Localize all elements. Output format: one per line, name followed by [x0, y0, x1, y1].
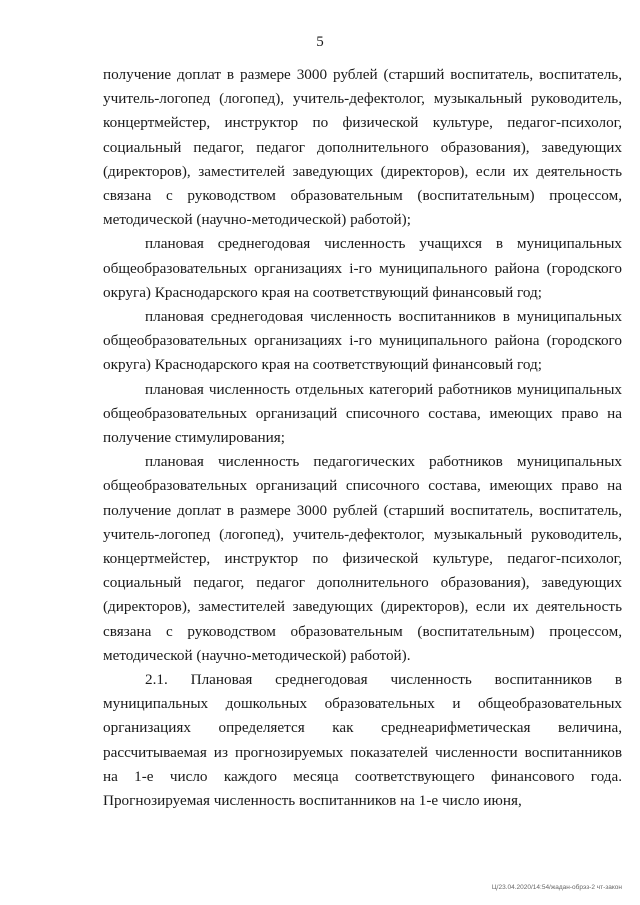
footer-stamp: Ц/23.04.2020/14:54/жадан-обрэз-2 чт-закон	[491, 884, 622, 891]
paragraph: плановая численность педагогических работников муниципальных общеобразовательных организаций списочного состава, имеющих право на получение доплат в размере 3000 рублей (старший воспитатель, воспитатель, учитель-логопед (логопед), учитель-дефектолог, музыкальный руководитель, концертмейстер, инструктор по физической культуре, педагог-психолог, социальный педагог, педагог дополнительного образования), заведующих (директоров), заместителей заведующих (директоров), если их деятельность связана с руководством образовательным (воспитательным) процессом, методической (научно-методической) работой).	[103, 453, 622, 664]
page-number: 5	[316, 34, 324, 50]
paragraph: плановая среднегодовая численность учащихся в муниципальных общеобразовательных организациях i-го муниципального района (городского округа) Краснодарского края на соответствующий финансовый год;	[103, 235, 622, 301]
paragraph: плановая численность отдельных категорий работников муниципальных общеобразовательных организаций списочного состава, имеющих право на получение стимулирования;	[103, 380, 622, 447]
paragraph: получение доплат в размере 3000 рублей (старший воспитатель, воспитатель, учитель-логопед (логопед), учитель-дефектолог, музыкальный руководитель, концертмейстер, инструктор по физической культуре, педагог-психолог, социальный педагог, педагог дополнительного образования), заведующих (директоров), заместителей заведующих (директоров), если их деятельность связана с руководством образовательным (воспитательным) процессом, методической (научно-методической) работой);	[103, 66, 622, 229]
paragraph: 2.1. Плановая среднегодовая численность воспитанников в муниципальных дошкольных образовательных и общеобразовательных организациях определяется как среднеарифметическая величина, рассчитываемая из прогнозируемых показателей численности воспитанников на 1-е число каждого месяца соответствующего финансового года. Прогнозируемая численность воспитанников на 1-е число июня,	[103, 671, 622, 810]
paragraph: плановая среднегодовая численность воспитанников в муниципальных общеобразовательных организациях i-го муниципального района (городского округа) Краснодарского края на соответствующий финансовый год;	[103, 308, 622, 374]
document-body	[103, 63, 622, 813]
